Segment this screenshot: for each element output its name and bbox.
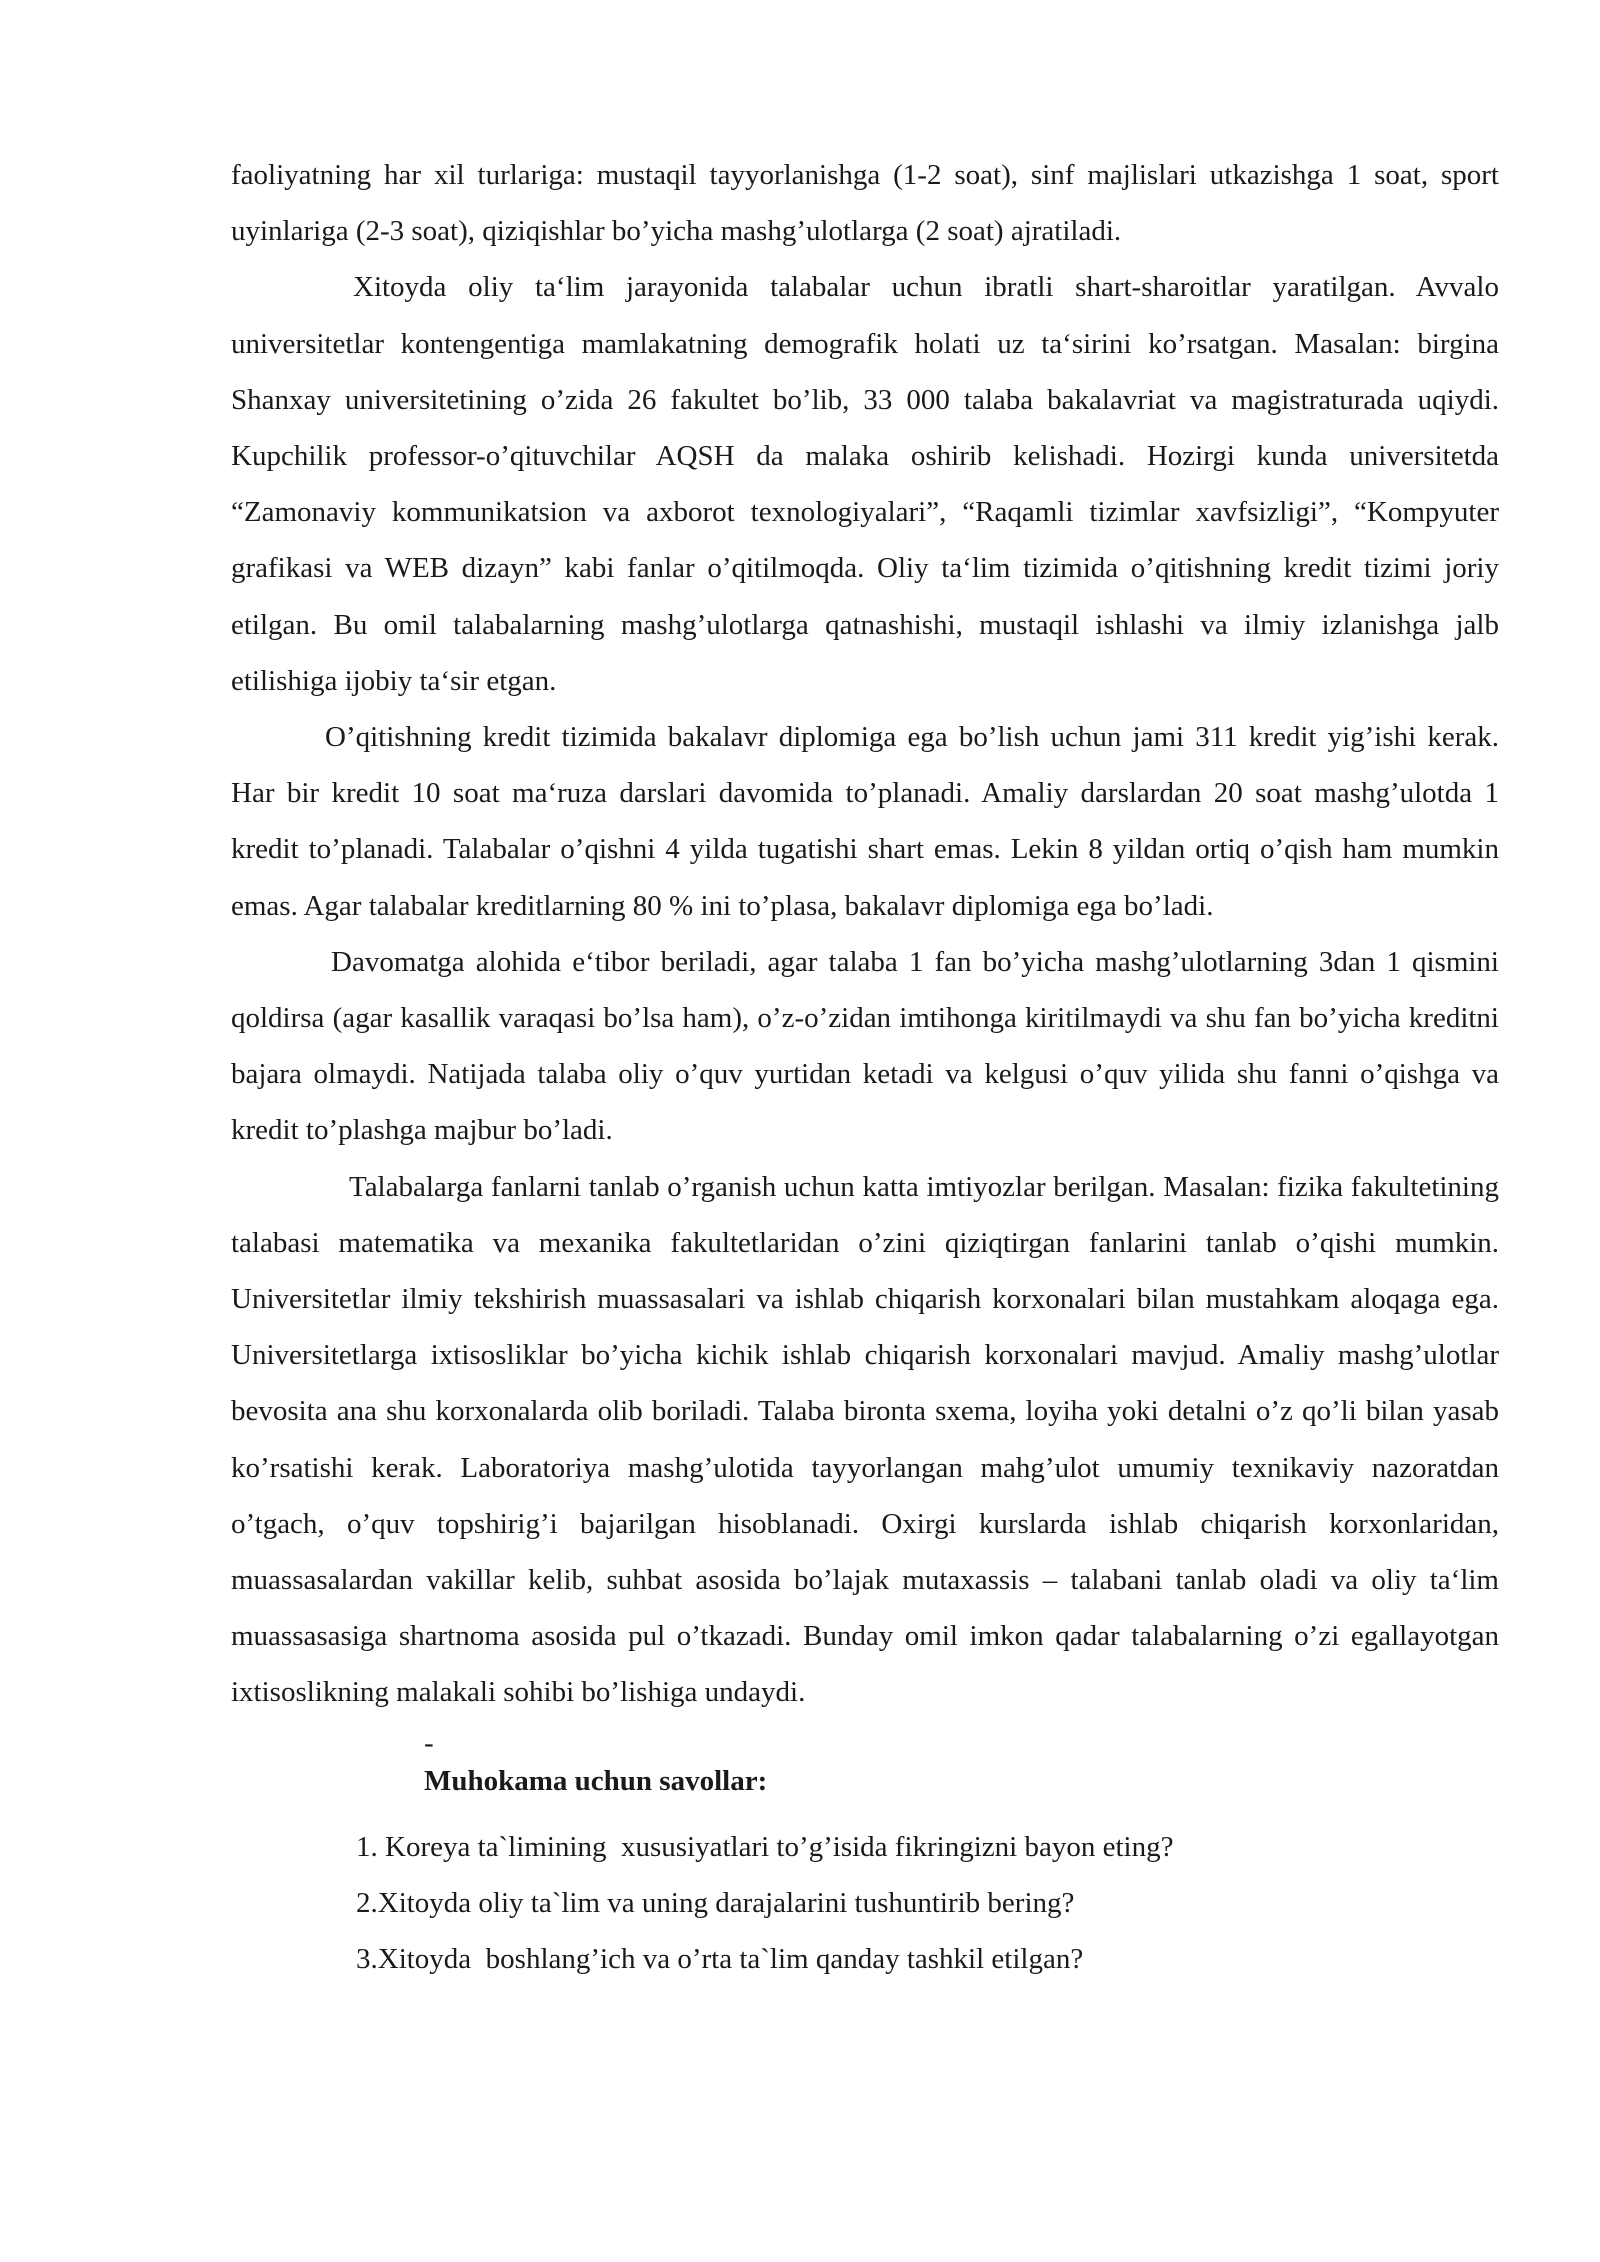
question-item: 3.Xitoyda boshlang’ich va o’rta ta`lim qanday tashkil etilgan?	[356, 1943, 1084, 1976]
document-page	[231, 147, 1499, 1987]
question-item: 1. Koreya ta`limining xususiyatlari to’g’isida fikringizni bayon eting?	[356, 1830, 1174, 1863]
discussion-questions-list	[356, 1819, 1499, 1988]
discussion-heading: Muhokama uchun savollar:	[424, 1764, 768, 1797]
paragraph-elective-subjects: Talabalarga fanlarni tanlab o’rganish uchun katta imtiyozlar berilgan. Masalan: fizika fakultetining talabasi matematika va mexanika fakultetlaridan o’zini qiziqtirgan fanlarini tanlab o’qishi mumkin. Universitetlar ilmiy tekshirish muassasalari va ishlab chiqarish korxonalari bilan mustahkam aloqaga ega. Universitetlarga ixtisosliklar bo’yicha kichik ishlab chiqarish korxonalari mavjud. Amaliy mashg’ulotlar bevosita ana shu korxonalarda olib boriladi. Talaba bironta sxema, loyiha yoki detalni o’z qo’li bilan yasab ko’rsatishi kerak. Laboratoriya mashg’ulotida tayyorlangan mahg’ulot umumiy texnikaviy nazoratdan o’tgach, o’quv topshirig’i bajarilgan hisoblanadi. Oxirgi kurslarda ishlab chiqarish korxonlaridan, muassasalardan vakillar kelib, suhbat asosida bo’lajak mutaxassis – talabani tanlab oladi va oliy ta‘lim muassasasiga shartnoma asosida pul o’tkazadi. Bunday omil imkon qadar talabalarning o’zi egallayotgan ixtisoslikning malakali sohibi bo’lishiga undaydi.	[231, 1170, 1499, 1709]
question-item: 2.Xitoyda oliy ta`lim va uning darajalarini tushuntirib bering?	[356, 1886, 1075, 1919]
dash-mark: -	[424, 1726, 434, 1759]
paragraph-credit-system: O’qitishning kredit tizimida bakalavr diplomiga ega bo’lish uchun jami 311 kredit yig’ishi kerak. Har bir kredit 10 soat ma‘ruza darslari davomida to’planadi. Amaliy darslardan 20 soat mashg’ulotda 1 kredit to’planadi. Talabalar o’qishni 4 yilda tugatishi shart emas. Lekin 8 yildan ortiq o’qish ham mumkin emas. Agar talabalar kreditlarning 80 % ini to’plasa, bakalavr diplomiga ega bo’ladi.	[231, 721, 1499, 922]
paragraph-attendance: Davomatga alohida e‘tibor beriladi, agar talaba 1 fan bo’yicha mashg’ulotlarning 3dan 1 qismini qoldirsa (agar kasallik varaqasi bo’lsa ham), o’z-o’zidan imtihonga kiritilmaydi va shu fan bo’yicha kreditni bajara olmaydi. Natijada talaba oliy o’quv yurtidan ketadi va kelgusi o’quv yilida shu fanni o’qishga va kredit to’plashga majbur bo’ladi.	[231, 945, 1499, 1147]
paragraph-china-higher-education: Xitoyda oliy ta‘lim jarayonida talabalar uchun ibratli shart-sharoitlar yaratilgan. Avvalo universitetlar kontengentiga mamlakatning demografik holati uz ta‘sirini ko’rsatgan. Masalan: birgina Shanxay universitetining o’zida 26 fakultet bo’lib, 33 000 talaba bakalavriat va magistraturada uqiydi. Kupchilik professor-o’qituvchilar AQSH da malaka oshirib kelishadi. Hozirgi kunda universitetda “Zamonaviy kommunikatsion va axborot texnologiyalari”, “Raqamli tizimlar xavfsizligi”, “Kompyuter grafikasi va WEB dizayn” kabi fanlar o’qitilmoqda. Oliy ta‘lim tizimida o’qitishning kredit tizimi joriy etilgan. Bu omil talabalarning mashg’ulotlarga qatnashishi, mustaqil ishlashi va ilmiy izlanishga jalb etilishiga ijobiy ta‘sir etgan.	[231, 271, 1499, 697]
paragraph-continuation: faoliyatning har xil turlariga: mustaqil tayyorlanishga (1-2 soat), sinf majlislari utkazishga 1 soat, sport uyinlariga (2-3 soat), qiziqishlar bo’yicha mashg’ulotlarga (2 soat) ajratiladi.	[231, 159, 1499, 248]
